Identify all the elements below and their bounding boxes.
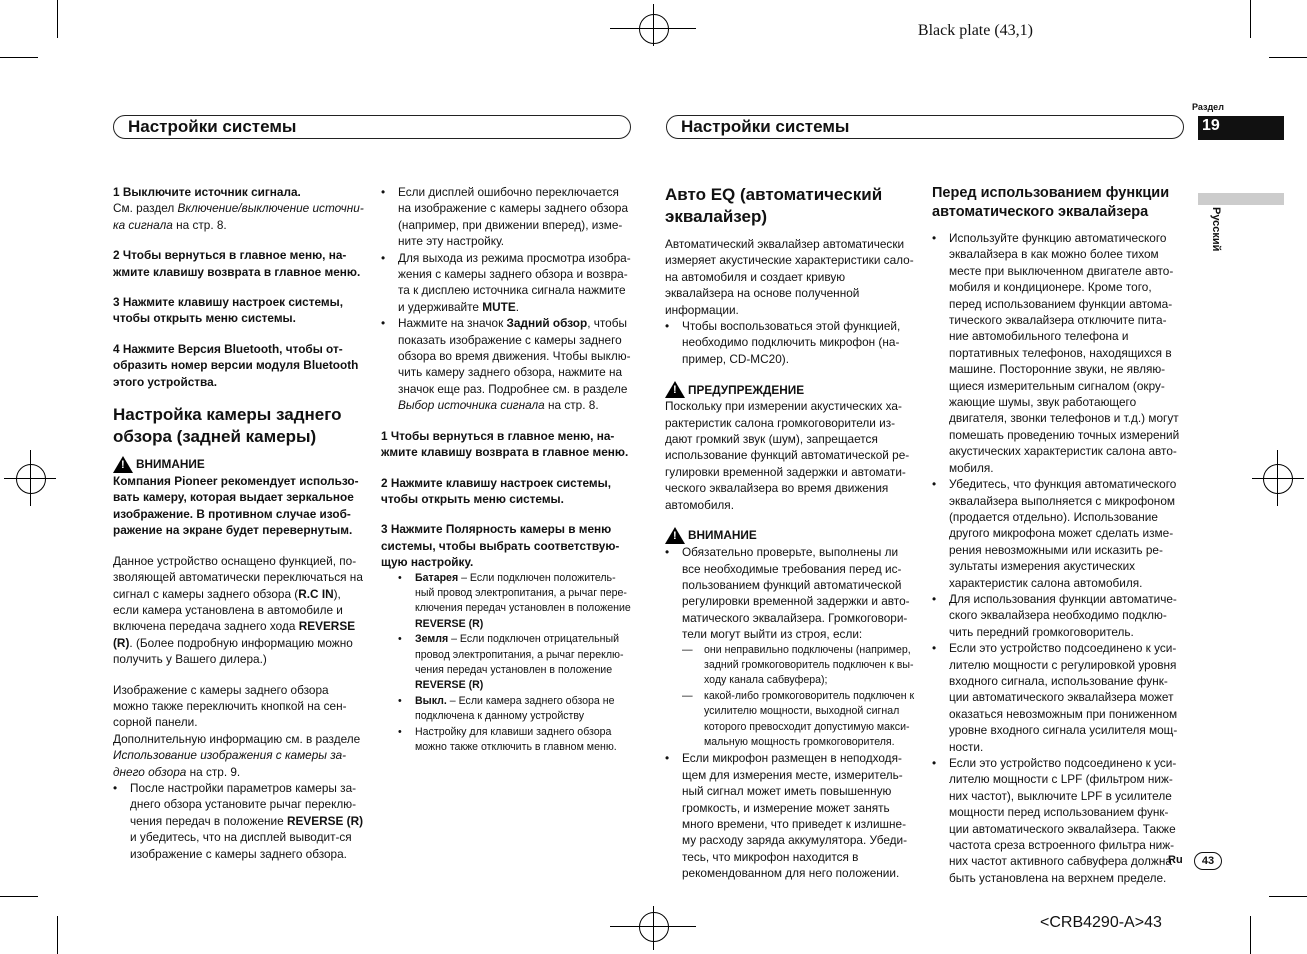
plate-label: Black plate (43,1) <box>917 22 1033 39</box>
list-item: — они неправильно подключены (например, задний громкоговоритель подключен к вы-ходу канала сабвуфера); <box>682 643 915 689</box>
list-item: • Чтобы воспользоваться этой функцией, необходимо подключить микрофон (на-пример, CD-MC20). <box>665 318 915 367</box>
bullet-list <box>381 184 633 414</box>
heading-auto-eq: Авто EQ (автоматический эквалайзер) <box>665 185 883 226</box>
registration-mark <box>653 906 654 950</box>
paragraph: Изображение с камеры заднего обзора можно также переключить кнопкой на сен-сорной панели. <box>113 682 347 730</box>
list-item: • Если дисплей ошибочно переключается на изображение с камеры заднего обзора (например, при движении вперед), изме-ните эту настройку. <box>381 184 633 250</box>
step-3: 3 Нажмите Полярность камеры в меню системы, чтобы выбрать соответствую-щую настройку. <box>381 522 620 570</box>
list-item: • Нажмите на значок Задний обзор, чтобы показать изображение с камеры заднего обзора во время движения. Чтобы выклю-чить камеру заднего обзора, нажмите на значок еще раз. Подробнее см. в разделе Выбор источника сигнала на стр. 8. <box>381 315 633 413</box>
paragraph: Данное устройство оснащено функцией, по-зволяющей автоматически переключаться на сигнал с камеры заднего обзора (R.C IN), если камера установлена в автомобиле и включена передача заднего хода REVERSE (R). (Более подробную информацию можно получить у Вашего дилера.) <box>113 553 363 667</box>
step-3: 3 Нажмите клавишу настроек системы, чтобы открыть меню системы. <box>113 295 343 326</box>
registration-mark <box>653 4 654 46</box>
option-ground: • Земля – Если подключен отрицательный провод электропитания, а рычаг переклю-чения передач установлен в положение REVERSE (R) <box>398 632 633 694</box>
registration-mark <box>16 464 46 494</box>
list-item: • Если это устройство подсоединено к уси-лителю мощности с LPF (фильтром ниж-них частот), выключите LPF в усилителе мощности перед использованием функ-ции автоматического эквалайзера. Также частота среза встроенного фильтра ниж-них частот активного сабвуфера должна быть установлена на верхнем пределе. <box>932 755 1182 886</box>
bullet-list <box>113 780 365 862</box>
list-item: • Используйте функцию автоматического эквалайзера в как можно более тихом месте при выключенном двигателе авто-мобиля и кондиционере. Кроме того, перед использованием функции автома-тического эквалайзера отключите пита-ние автомобильного телефона и портативных телефонов, находящихся в машине. Посторонние звуки, не являю-щиеся измерительным сигналом (окру-жающие шумы, звук работающего двигателя, звонки телефонов и т.д.) могут помешать проведению точных измерений акустических характеристик салона авто-мобиля. <box>932 230 1182 476</box>
list-item: • После настройки параметров камеры за-днего обзора установите рычаг переклю-чения передач в положение REVERSE (R) и убедитесь, что на дисплей выводит-ся изображение с камеры заднего обзора. <box>113 780 365 862</box>
step-1-ref: См. раздел Включение/выключение источни-ка сигнала на стр. 8. <box>113 201 364 232</box>
page-number: 43 <box>1194 852 1222 870</box>
caution-heading: ! ВНИМАНИЕ <box>113 456 365 473</box>
list-item: • Если это устройство подсоединено к уси-лителю мощности с регулировкой уровня входного сигнала, использование функ-ции автоматического эквалайзера может оказаться невозможным при пониженном уровне входного сигнала усилителя мощ-ности. <box>932 640 1182 755</box>
page-header-left: Настройки системы <box>113 115 631 139</box>
section-number-tab <box>1198 116 1284 140</box>
language-tab-label: Русский <box>1210 207 1222 252</box>
registration-mark <box>639 912 669 942</box>
step-4: 4 Нажмите Версия Bluetooth, чтобы от-образить номер версии модуля Bluetooth этого устройства. <box>113 341 359 389</box>
registration-mark <box>639 14 669 44</box>
list-item: • Если микрофон размещен в неподходя-щем для измерения месте, измеритель-ный сигнал может иметь повышенную громкость, и измерение может занять много времени, что приведет к излишне-му расходу заряда аккумулятора. Убеди-тесь, что микрофон находится в рекомендованном для него положении. <box>665 750 915 881</box>
heading-camera: Настройка камеры заднего обзора (задней камеры) <box>113 405 342 447</box>
heading-before-auto-eq: Перед использованием функции автоматического эквалайзера <box>932 185 1170 220</box>
crop-mark <box>1269 896 1307 897</box>
crop-mark <box>0 57 38 58</box>
step-2: 2 Нажмите клавишу настроек системы, чтобы открыть меню системы. <box>381 475 611 506</box>
bullet-list <box>665 318 915 367</box>
option-battery: • Батарея – Если подключен положитель-ный провод электропитания, а рычаг пере-ключения передач установлен в положение REVERSE (R) <box>398 571 633 633</box>
list-item: • Для выхода из режима просмотра изобра-жения с камеры заднего обзора и возвра-та к дисплею источника сигнала нажмите и удерживайте MUTE. <box>381 250 633 316</box>
registration-mark <box>1277 450 1278 506</box>
warning-heading: ! ПРЕДУПРЕЖДЕНИЕ <box>665 381 915 398</box>
caution-text: Компания Pioneer рекомендует использо-вать камеру, которая выдает зеркальное изображение. В противном случае изоб-ражение на экране будет перевернутым. <box>113 474 359 538</box>
crop-mark <box>1250 916 1251 954</box>
warning-icon <box>665 381 685 398</box>
page-language: Ru <box>1168 854 1183 866</box>
section-number: 19 <box>1202 117 1220 134</box>
registration-mark <box>1263 464 1293 494</box>
caution-heading: ! ВНИМАНИЕ <box>665 527 915 544</box>
option-list <box>398 571 633 756</box>
list-item: • Обязательно проверьте, выполнены ли все необходимые требования перед ис-пользованием функций автоматической регулировки временной задержки и авто-матического эквалайзера. Громкоговори-тели могут выйти из строя, если: <box>665 544 915 642</box>
column-2 <box>381 184 633 755</box>
dash-list <box>682 643 915 751</box>
crop-mark <box>1250 0 1251 38</box>
language-tab <box>1198 193 1284 205</box>
warning-icon <box>113 456 133 473</box>
crop-mark <box>0 896 38 897</box>
column-3 <box>665 184 915 882</box>
paragraph: Дополнительную информацию см. в разделе Использование изображения с камеры за-днего обзора на стр. 9. <box>113 731 361 779</box>
crop-mark <box>57 916 58 954</box>
warning-text: Поскольку при измерении акустических ха-рактеристик салона громкоговорители из-дают громкий звук (шум), запрещается использование функций автоматической ре-гулировки временной задержки и автомати-ческого эквалайзера во время движения автомобиля. <box>665 399 910 512</box>
column-1 <box>113 184 365 862</box>
column-4 <box>932 184 1182 886</box>
list-item: — какой-либо громкоговоритель подключен к усилителю мощности, выходной сигнал которого превосходит допустимую макси-мальную мощность громкоговорителя. <box>682 689 915 751</box>
bullet-list <box>665 750 915 881</box>
list-item: • Для использования функции автоматиче-ского эквалайзера необходимо подклю-чить передний громкоговоритель. <box>932 591 1182 640</box>
warning-icon <box>665 527 685 544</box>
list-item: • Убедитесь, что функция автоматического эквалайзера выполняется с микрофоном (продается отдельно). Использование другого микрофона может сделать изме-рения невозможными или исказить ре-зультаты измерения акустических характеристик салона автомобиля. <box>932 476 1182 591</box>
crop-mark <box>57 0 58 38</box>
step-1: 1 Чтобы вернуться в главное меню, на-жмите клавишу возврата в главное меню. <box>381 428 629 460</box>
section-label: Раздел <box>1192 102 1224 112</box>
document-code: <CRB4290-A>43 <box>1040 914 1162 931</box>
ref-link: Включение/выключение источни-ка сигнала <box>113 201 364 232</box>
bullet-list <box>932 230 1182 886</box>
step-2: 2 Чтобы вернуться в главное меню, на-жмите клавишу возврата в главное меню. <box>113 248 361 279</box>
option-off: • Выкл. – Если камера заднего обзора не подключена к данному устройству <box>398 694 633 725</box>
registration-mark <box>1252 478 1304 479</box>
bullet-list <box>665 544 915 642</box>
list-item: • Настройку для клавиши заднего обзора можно также отключить в главном меню. <box>398 725 633 756</box>
registration-mark <box>30 450 31 506</box>
paragraph: Автоматический эквалайзер автоматически измеряет акустические характеристики сало-на автомобиля и создает кривую эквалайзера на основе полученной информации. <box>665 237 914 317</box>
crop-mark <box>1269 57 1307 58</box>
page-header-right: Настройки системы <box>666 115 1184 139</box>
step-1: 1 Выключите источник сигнала. <box>113 185 301 199</box>
